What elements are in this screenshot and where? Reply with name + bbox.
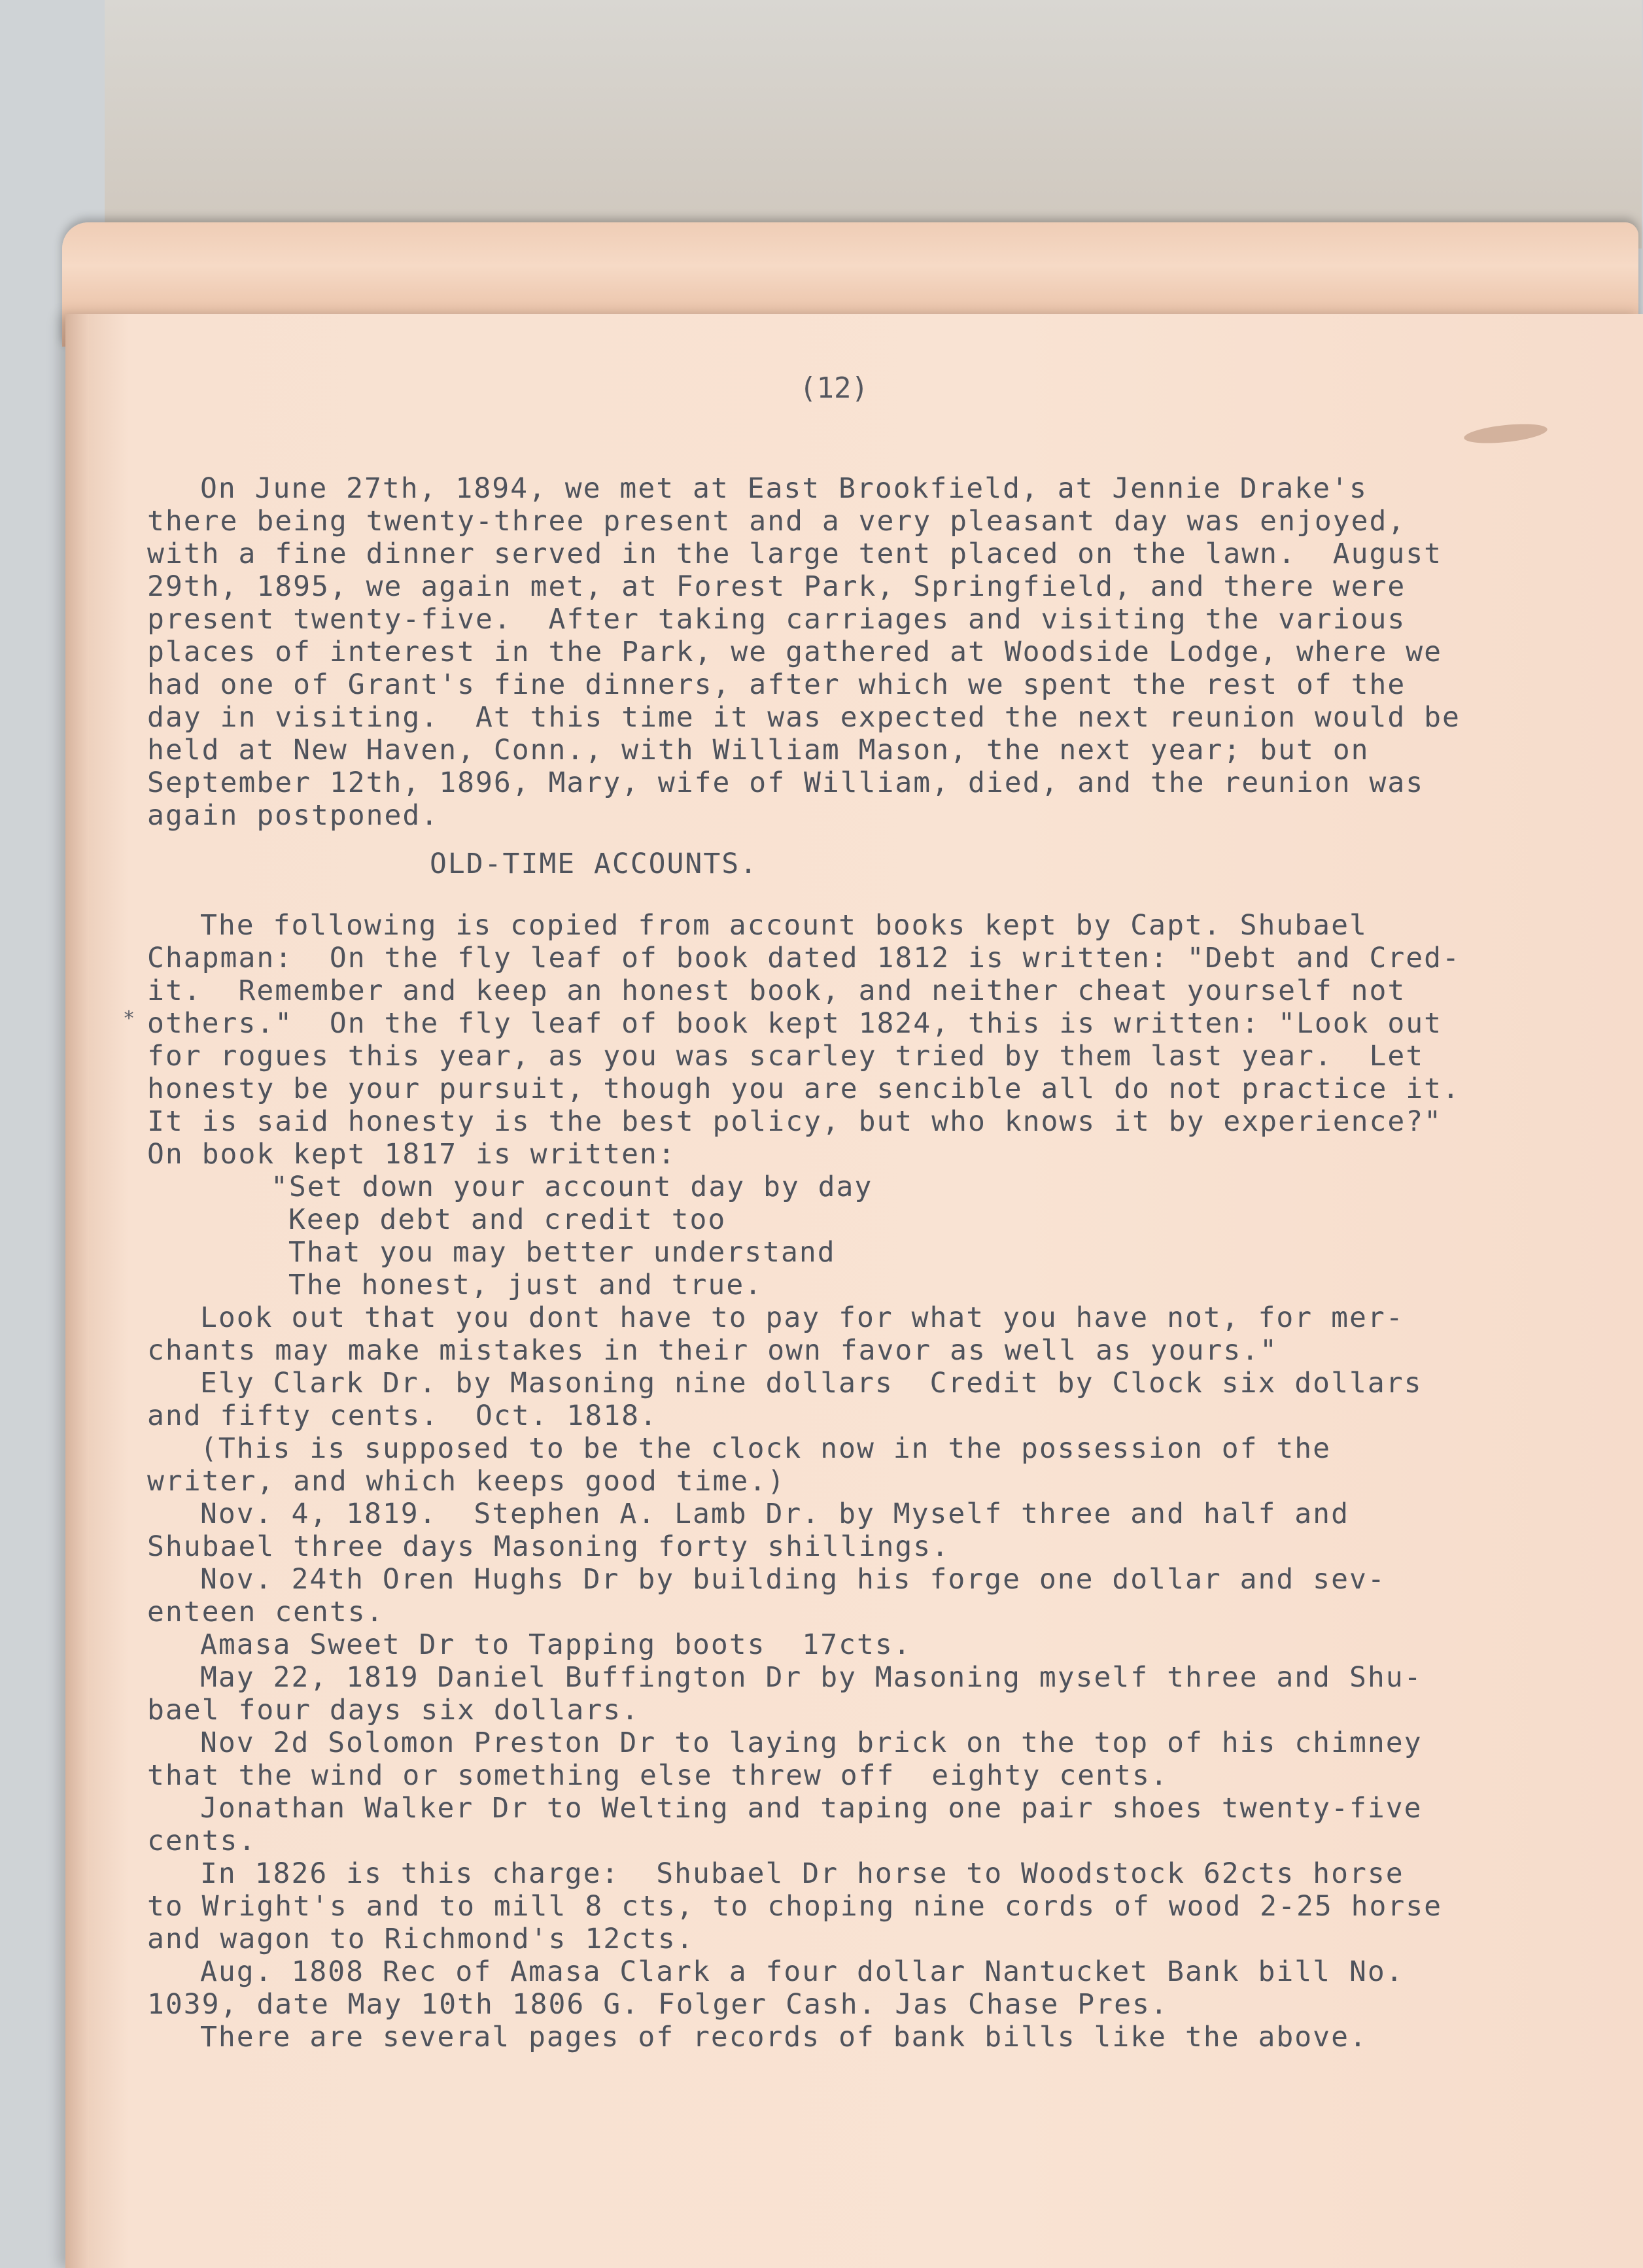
- text-line: present twenty-five. After taking carriages and visiting the various: [147, 603, 1406, 636]
- text-line: and wagon to Richmond's 12cts.: [147, 1923, 695, 1955]
- text-line: there being twenty-three present and a very pleasant day was enjoyed,: [147, 505, 1406, 538]
- text-line: chants may make mistakes in their own favor as well as yours.": [147, 1334, 1279, 1367]
- text-line: it. Remember and keep an honest book, and neither cheat yourself not: [147, 974, 1406, 1007]
- text-line: The following is copied from account books kept by Capt. Shubael: [200, 909, 1368, 942]
- text-line: places of interest in the Park, we gathered at Woodside Lodge, where we: [147, 636, 1443, 668]
- text-line: had one of Grant's fine dinners, after which we spent the rest of the: [147, 668, 1406, 701]
- text-line: Nov. 24th Oren Hughs Dr by building his forge one dollar and sev-: [200, 1563, 1386, 1596]
- text-line: with a fine dinner served in the large tent placed on the lawn. August: [147, 538, 1443, 570]
- text-line: On book kept 1817 is written:: [147, 1138, 676, 1171]
- text-line: held at New Haven, Conn., with William Mason, the next year; but on: [147, 734, 1370, 766]
- document-body: [147, 472, 1625, 2053]
- text-line: others." On the fly leaf of book kept 1824, this is written: "Look out: [147, 1007, 1443, 1040]
- text-line: Ely Clark Dr. by Masoning nine dollars Credit by Clock six dollars: [200, 1367, 1423, 1400]
- text-line: Aug. 1808 Rec of Amasa Clark a four dollar Nantucket Bank bill No.: [200, 1955, 1404, 1988]
- text-line: Nov. 4, 1819. Stephen A. Lamb Dr. by Myself three and half and: [200, 1498, 1349, 1530]
- text-line: There are several pages of records of bank bills like the above.: [200, 2021, 1368, 2053]
- text-line: (This is supposed to be the clock now in the possession of the: [200, 1432, 1332, 1465]
- text-line: that the wind or something else threw off eighty cents.: [147, 1759, 1169, 1792]
- margin-mark: *: [123, 1007, 135, 1030]
- text-line: That you may better understand: [288, 1236, 836, 1269]
- text-line: for rogues this year, as you was scarley tried by them last year. Let: [147, 1040, 1425, 1073]
- text-line: Jonathan Walker Dr to Welting and taping one pair shoes twenty-five: [200, 1792, 1423, 1825]
- text-line: 29th, 1895, we again met, at Forest Park, Springfield, and there were: [147, 570, 1406, 603]
- section-heading: OLD-TIME ACCOUNTS.: [430, 848, 758, 880]
- text-line: Look out that you dont have to pay for what you have not, for mer-: [200, 1301, 1404, 1334]
- text-line: day in visiting. At this time it was expected the next reunion would be: [147, 701, 1461, 734]
- text-line: writer, and which keeps good time.): [147, 1465, 786, 1498]
- text-line: Nov 2d Solomon Preston Dr to laying brick on the top of his chimney: [200, 1727, 1423, 1759]
- text-line: The honest, just and true.: [288, 1269, 763, 1301]
- text-line: bael four days six dollars.: [147, 1694, 640, 1727]
- text-line: to Wright's and to mill 8 cts, to choping nine cords of wood 2-25 horse: [147, 1890, 1443, 1923]
- text-line: and fifty cents. Oct. 1818.: [147, 1400, 658, 1432]
- page-left-edge: [65, 314, 89, 2268]
- text-line: Keep debt and credit too: [288, 1203, 727, 1236]
- text-line: Chapman: On the fly leaf of book dated 1812 is written: "Debt and Cred-: [147, 942, 1461, 974]
- text-line: May 22, 1819 Daniel Buffington Dr by Masoning myself three and Shu-: [200, 1661, 1423, 1694]
- text-line: On June 27th, 1894, we met at East Brookfield, at Jennie Drake's: [200, 472, 1368, 505]
- text-line: September 12th, 1896, Mary, wife of William, died, and the reunion was: [147, 766, 1425, 799]
- text-line: 1039, date May 10th 1806 G. Folger Cash. Jas Chase Pres.: [147, 1988, 1169, 2021]
- page-number: (12): [799, 371, 869, 405]
- text-line: In 1826 is this charge: Shubael Dr horse to Woodstock 62cts horse: [200, 1857, 1404, 1890]
- text-line: enteen cents.: [147, 1596, 385, 1628]
- text-line: It is said honesty is the best policy, but who knows it by experience?": [147, 1105, 1443, 1138]
- text-line: honesty be your pursuit, though you are sencible all do not practice it.: [147, 1073, 1461, 1105]
- text-line: "Set down your account day by day: [271, 1171, 873, 1203]
- text-line: again postponed.: [147, 799, 440, 832]
- text-line: Amasa Sweet Dr to Tapping boots 17cts.: [200, 1628, 912, 1661]
- text-line: Shubael three days Masoning forty shillings.: [147, 1530, 950, 1563]
- text-line: cents.: [147, 1825, 257, 1857]
- underlying-page: [105, 0, 1642, 249]
